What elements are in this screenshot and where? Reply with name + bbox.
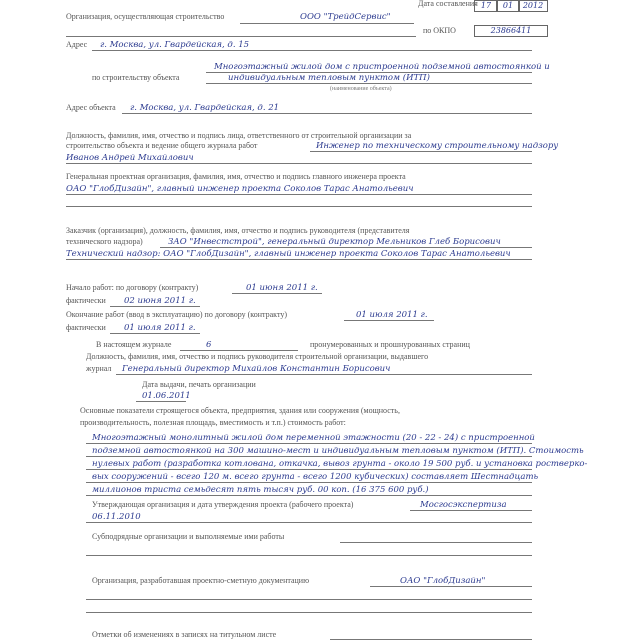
indicators-line-1 [86, 443, 532, 444]
signer-line [116, 374, 532, 375]
docs-value: ОАО "ГлобДизайн" [400, 576, 486, 586]
customer-label-1: Заказчик (организация), должность, фамилия, имя, отчество и подпись руководителя (представителя [66, 226, 410, 235]
address-value: г. Москва, ул. Гвардейская, д. 15 [100, 40, 250, 50]
address-label: Адрес [66, 40, 88, 49]
object-address-value: г. Москва, ул. Гвардейская, д. 21 [130, 103, 280, 113]
approval-value-2: 06.11.2010 [92, 512, 141, 522]
indicators-label-2: производительность, полезная площадь, вместимость и т.п.) стоимость работ: [80, 418, 346, 427]
indicators-line-5 [86, 495, 532, 496]
date-month: 01 [496, 0, 520, 12]
indicators-value-5: миллионов триста семьдесят пять тысяч руб. 00 коп. (16 375 600 руб.) [92, 485, 429, 495]
object-name-2: индивидуальным тепловым пунктом (ИТП) [228, 73, 430, 83]
responsible-line-1 [310, 151, 532, 152]
pages-label-post: пронумерованных и прошнурованных страниц [310, 340, 470, 349]
end-label: Окончание работ (ввод в эксплуатацию) по договору (контракту) [66, 310, 288, 319]
approval-value-1: Мосгосэкспертиза [420, 500, 507, 510]
approval-label: Утверждающая организация и дата утверждения проекта (рабочего проекта) [92, 500, 354, 509]
designer-value: ОАО "ГлобДизайн", главный инженер проекта Соколов Тарас Анатольевич [66, 184, 414, 194]
date-day: 17 [474, 0, 498, 12]
customer-value-1: ЗАО "Инвестстрой", генеральный директор Мельников Глеб Борисович [168, 237, 501, 247]
date-label: Дата составления [418, 0, 478, 8]
designer-label: Генеральная проектная организация, фамилия, имя, отчество и подпись главного инженера проекта [66, 172, 406, 181]
object-address-label: Адрес объекта [66, 103, 116, 112]
responsible-value-2: Иванов Андрей Михайлович [66, 153, 194, 163]
org-line-2 [66, 36, 416, 37]
indicators-value-2: подземной автостоянкой на 300 машино-мест и индивидуальным тепловым пунктом (ИТП). Стоимость [92, 446, 584, 456]
object-name-1: Многоэтажный жилой дом с пристроенной подземной автостоянкой и [214, 62, 550, 72]
indicators-label-1: Основные показатели строящегося объекта, предприятия, здания или сооружения (мощность, [80, 406, 400, 415]
docs-label: Организация, разработавшая проектно-сметную документацию [92, 576, 310, 585]
end-contract-line [344, 320, 434, 321]
signer-value: Генеральный директор Михайлов Константин Борисович [122, 364, 391, 374]
indicators-value-3: нулевых работ (разработка котлована, откачка, вывоз грунта - около 19 500 руб. и установка ростверко- [92, 459, 588, 469]
start-contract: 01 июня 2011 г. [246, 283, 318, 293]
docs-line-2 [86, 599, 532, 600]
notes-label: Отметки об изменениях в записях на титульном листе [92, 630, 277, 639]
journal-word: журнал [86, 364, 112, 373]
approval-line-1 [410, 510, 532, 511]
subcontract-label: Субподрядные организации и выполняемые ими работы [92, 532, 285, 541]
customer-label-2: технического надзора) [66, 237, 143, 246]
subcontract-line-1 [340, 542, 532, 543]
start-actual: 02 июня 2011 г. [124, 296, 196, 306]
end-contract: 01 июля 2011 г. [356, 310, 428, 320]
issue-value: 01.06.2011 [142, 391, 191, 401]
end-actual-line [110, 333, 200, 334]
okpo-label: по ОКПО [423, 26, 456, 35]
docs-line-1 [370, 586, 532, 587]
start-actual-line [110, 306, 200, 307]
object-address-line [122, 113, 532, 114]
subcontract-line-2 [86, 555, 532, 556]
pages-label-pre: В настоящем журнале [96, 340, 172, 349]
object-label: по строительству объекта [92, 73, 180, 82]
customer-line-2 [66, 259, 532, 260]
org-line [240, 23, 414, 24]
pages-value: 6 [206, 340, 212, 350]
end-actual-label: фактически [66, 323, 106, 332]
signer-label: Должность, фамилия, имя, отчество и подпись руководителя строительной организации, выдавшего [86, 352, 429, 361]
docs-line-3 [86, 612, 532, 613]
issue-label: Дата выдачи, печать организации [142, 380, 256, 389]
issue-line [136, 401, 186, 402]
responsible-label-1: Должность, фамилия, имя, отчество и подпись лица, ответственного от строительной организации за [66, 131, 412, 140]
date-year: 2012 [518, 0, 548, 12]
designer-line [66, 194, 532, 195]
end-actual: 01 июля 2011 г. [124, 323, 196, 333]
start-actual-label: фактически [66, 296, 106, 305]
indicators-line-4 [86, 482, 532, 483]
okpo-value: 23866411 [474, 25, 548, 37]
designer-line-2 [66, 206, 532, 207]
org-label: Организация, осуществляющая строительство [66, 12, 225, 21]
indicators-value-1: Многоэтажный монолитный жилой дом переменной этажности (20 - 22 - 24) с пристроенной [92, 433, 535, 443]
address-line [92, 50, 532, 51]
responsible-value-1: Инженер по техническому строительному надзору [316, 141, 559, 151]
indicators-line-2 [86, 456, 532, 457]
responsible-label-2: строительство объекта и ведение общего журнала работ [66, 141, 258, 150]
customer-value-2: Технический надзор: ОАО "ГлобДизайн", главный инженер проекта Соколов Тарас Анатольевич [66, 249, 511, 259]
indicators-value-4: вых сооружений - всего 120 м. всего грунта - всего 1200 кубических) составляет Шестнадцать [92, 472, 539, 482]
customer-line-1 [160, 247, 532, 248]
start-contract-line [232, 293, 322, 294]
start-label: Начало работ: по договору (контракту) [66, 283, 199, 292]
org-value: ООО "ТрейдСервис" [300, 12, 391, 22]
indicators-line-3 [86, 469, 532, 470]
pages-line [180, 350, 298, 351]
object-hint: (наименование объекта) [330, 86, 392, 92]
approval-line-2 [86, 522, 532, 523]
responsible-line-2 [66, 163, 532, 164]
